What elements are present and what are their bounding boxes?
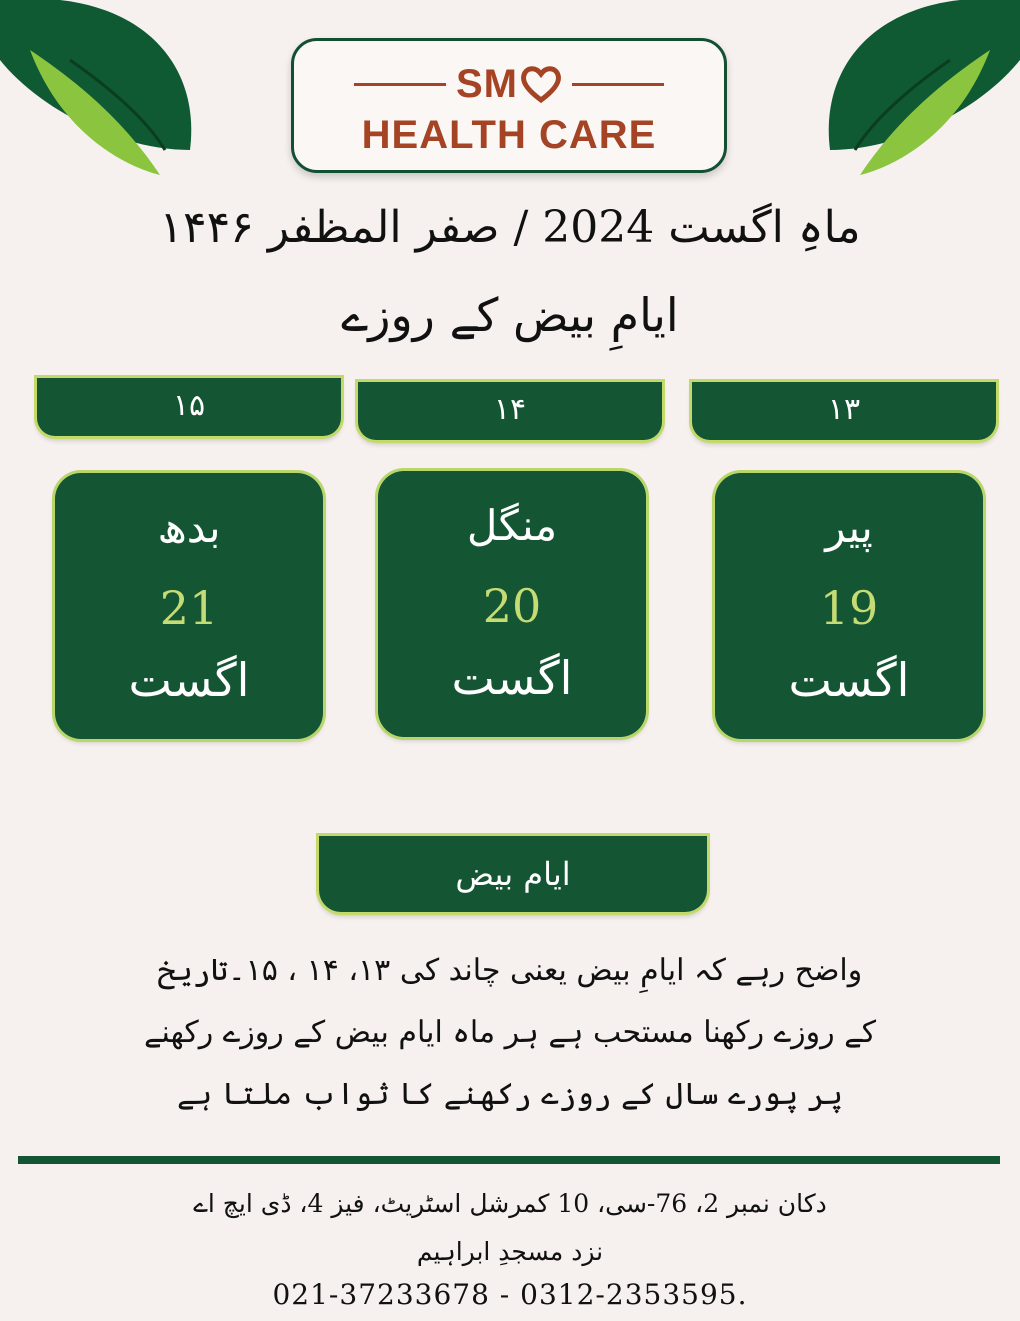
page-subtitle: ایامِ بیض کے روزے xyxy=(341,288,679,342)
address xyxy=(60,1180,960,1276)
info-paragraph xyxy=(130,940,890,1126)
info-line-2: کے روزے رکھنا مستحب ہے ہر ماہ ایام بیض کے روزے رکھنے xyxy=(143,1015,877,1050)
heart-icon xyxy=(520,64,562,104)
day-card-monday xyxy=(715,473,983,739)
address-line-1: دکان نمبر 2، 76-سی، 10 کمرشل اسٹریٹ، فیز 4، ڈی ایچ اے xyxy=(193,1189,827,1218)
logo-rule-left xyxy=(354,83,446,86)
hijri-tab-14: ۱۴ xyxy=(358,382,662,440)
date-number: 20 xyxy=(482,579,542,633)
leaf-right-icon xyxy=(820,0,1020,180)
date-number: 21 xyxy=(159,581,219,635)
info-line-1: واضح رہے کہ ایامِ بیض یعنی چاند کی ۱۳، ۱۴ ، ۱۵۔تاریخ xyxy=(157,953,863,988)
hijri-tab-15: ۱۵ xyxy=(37,378,341,436)
info-heading: ایام بیض xyxy=(319,836,707,912)
month-name: اگست xyxy=(788,653,910,707)
day-name: بدھ xyxy=(157,503,221,552)
address-line-2: نزد مسجدِ ابراہیم xyxy=(416,1237,604,1266)
day-card-tuesday xyxy=(378,471,646,737)
month-name: اگست xyxy=(128,653,250,707)
brand-name-top: SM xyxy=(456,61,518,106)
info-line-3: پر پورے سال کے روزے رکھنے کا ثواب ملتا ہے xyxy=(177,1077,843,1112)
brand-logo xyxy=(291,38,727,173)
date-number: 19 xyxy=(819,581,879,635)
day-name: منگل xyxy=(466,501,558,550)
hijri-tab-13: ۱۳ xyxy=(692,382,996,440)
month-name: اگست xyxy=(451,651,573,705)
page-title: ماہِ اگست 2024 / صفر المظفر ۱۴۴۶ xyxy=(159,202,861,253)
day-card-wednesday xyxy=(55,473,323,739)
day-name: پیر xyxy=(825,503,873,552)
phone-numbers: 021-37233678 - 0312-2353595. xyxy=(272,1278,748,1311)
brand-name-bottom: HEALTH CARE xyxy=(361,113,657,157)
leaf-left-icon xyxy=(0,0,200,180)
logo-rule-right xyxy=(572,83,664,86)
footer-divider xyxy=(18,1156,1000,1164)
